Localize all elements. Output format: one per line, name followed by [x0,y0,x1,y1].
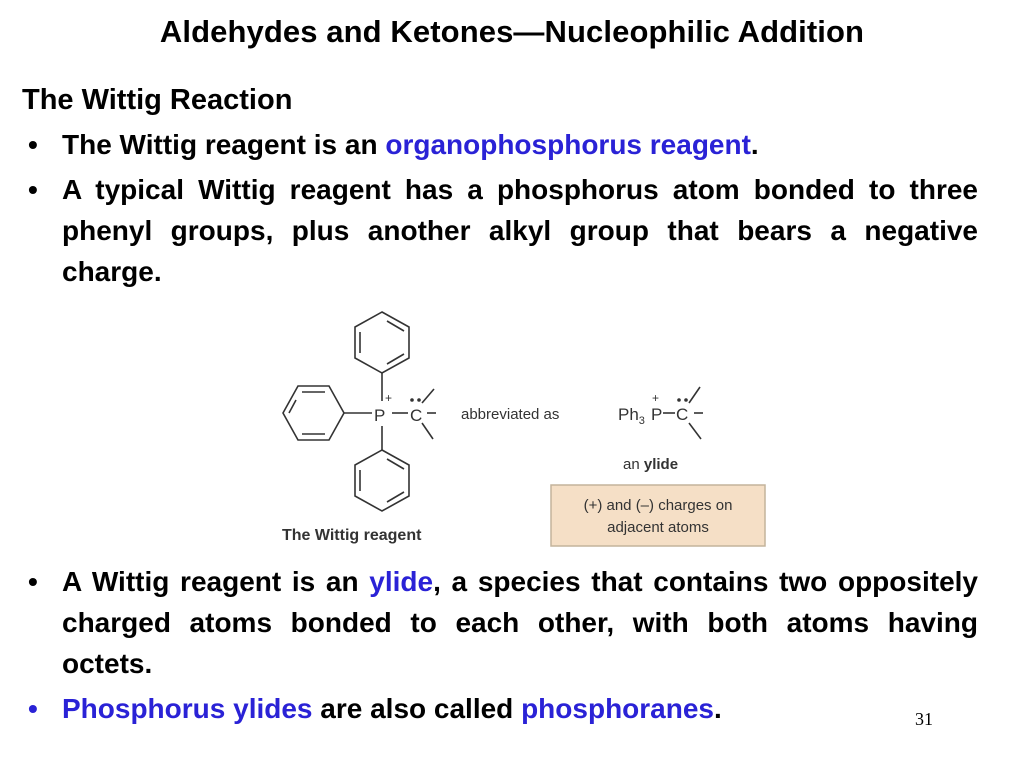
carbon-atom: C [410,406,423,425]
bullet-text-end: . [714,693,722,724]
abbreviated-as-label: abbreviated as [461,406,560,423]
plus-charge: + [385,391,393,405]
bullet-text: A Wittig reagent is an [62,566,370,597]
abbrev-lone-pair [677,398,688,402]
term-phosphorus-ylides: Phosphorus ylides [62,693,313,724]
charges-note-line2: adjacent atoms [607,519,709,536]
slide-subtitle: The Wittig Reaction [22,84,293,116]
bullet-item [26,124,978,165]
top-phenyl-ring [355,312,409,373]
abbrev-carbon-atom: C [676,405,689,424]
charges-note-box [551,485,765,546]
bullet-item [26,561,978,684]
slide-title: Aldehydes and Ketones—Nucleophilic Addition [159,14,865,49]
abbrev-plus-charge: + [652,391,660,405]
bullet-dot: • [28,693,38,724]
bullet-dot: • [28,174,38,205]
ylide-caption: an ylide [623,456,679,473]
charges-note-line1: (+) and (–) charges on [583,497,733,514]
bullet-list-bottom [26,561,978,733]
bullet-item [26,169,978,292]
reagent-caption: The Wittig reagent [282,527,422,544]
term-phosphoranes: phosphoranes [521,693,714,724]
bullet-dot: • [28,566,38,597]
bottom-phenyl-ring [355,450,409,511]
triphenyl-label: $Ph_3$ [618,405,645,427]
left-phenyl-ring [283,386,344,440]
bullet-dot: • [28,129,38,160]
bullet-text: A typical Wittig reagent has a phosphorus atom bonded to three phenyl groups, plus another alkyl group that bears a negative charge. [62,174,978,287]
lone-pair [410,398,421,402]
page-number: 31 [915,709,933,729]
phosphorus-atom: P [374,406,386,425]
wittig-reagent-figure [270,305,790,550]
term-ylide: ylide [369,566,434,597]
bullet-text: are also called [312,693,522,724]
term-organophosphorus-reagent: organophosphorus reagent [385,129,751,160]
bullet-list-top [26,124,978,296]
bullet-item [26,688,978,729]
abbrev-phosphorus-atom: P [651,405,663,424]
bullet-text: The Wittig reagent is an [62,129,386,160]
bullet-text-rest: , a species that contains two oppositely charged atoms bonded to each other, with both atoms having octets. [62,566,978,679]
bullet-text-end: . [750,129,759,160]
